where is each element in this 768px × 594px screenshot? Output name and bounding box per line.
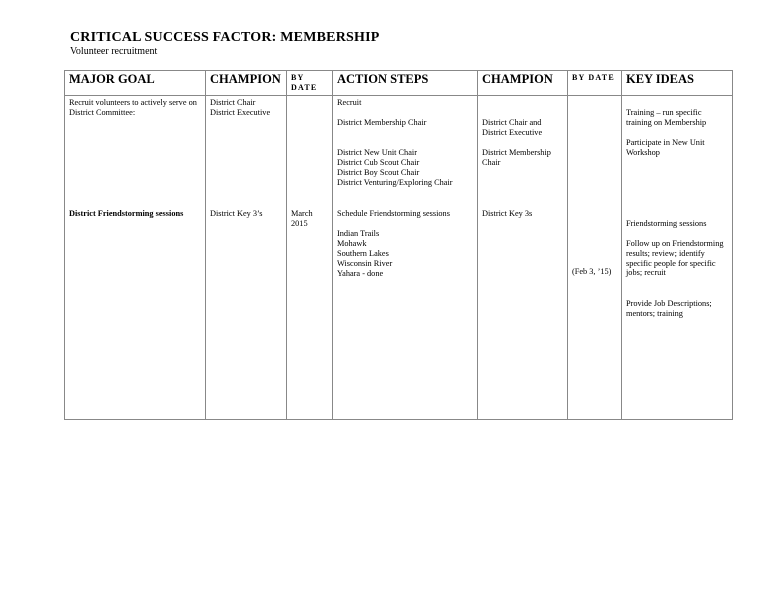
champion-district-executive: District Executive [210,108,271,117]
col-header-action-steps: ACTION STEPS [333,71,478,96]
header-row [65,71,733,96]
action-boy-scout-chair: District Boy Scout Chair [337,168,420,177]
col-header-by-date: BY DATE [287,71,333,96]
goal-friendstorming: District Friendstorming sessions [69,209,184,218]
action-membership-chair: District Membership Chair [337,118,427,127]
major-goal-cell [65,96,206,420]
idea-friendstorming: Friendstorming sessions [626,219,707,228]
action-wisconsin-river: Wisconsin River [337,259,393,268]
action-new-unit-chair: District New Unit Chair [337,148,417,157]
champion2-key3s: District Key 3s [482,209,533,218]
by-date-cell [287,96,333,420]
goal-recruit: Recruit volunteers to actively serve on District Committee: [69,98,197,117]
action-indian-trails: Indian Trails [337,229,380,238]
by-date-2-cell [568,96,622,420]
idea-new-unit-workshop: Participate in New Unit Workshop [626,138,705,157]
col-header-champion-2: CHAMPION [478,71,568,96]
champion-2-cell [478,96,568,420]
action-southern-lakes: Southern Lakes [337,249,389,258]
document-subtitle: Volunteer recruitment [70,46,158,57]
document-title: CRITICAL SUCCESS FACTOR: MEMBERSHIP [70,30,380,45]
action-schedule: Schedule Friendstorming sessions [337,209,450,218]
champion-cell [206,96,287,420]
action-yahara: Yahara - done [337,269,384,278]
champion2-chair-exec: District Chair and District Executive [482,118,543,137]
idea-job-descriptions: Provide Job Descriptions; mentors; training [626,299,712,318]
action-cub-scout-chair: District Cub Scout Chair [337,158,420,167]
by-date-march: March 2015 [291,209,313,228]
col-header-major-goal: MAJOR GOAL [65,71,206,96]
by-date2-feb: (Feb 3, ’15) [572,267,612,276]
action-mohawk: Mohawk [337,239,367,248]
champion2-membership-chair: District Membership Chair [482,148,551,167]
col-header-champion: CHAMPION [206,71,287,96]
action-venturing-chair: District Venturing/Exploring Chair [337,178,453,187]
idea-training: Training – run specific training on Membership [626,108,707,127]
action-plan-table [64,70,733,420]
table-row [65,96,733,420]
action-recruit: Recruit [337,98,362,107]
col-header-key-ideas: KEY IDEAS [622,71,733,96]
action-steps-cell [333,96,478,420]
champion-district-chair: District Chair [210,98,256,107]
champion-key-3: District Key 3’s [210,209,263,218]
idea-follow-up: Follow up on Friendstorming results; review; identify specific people for specific jobs; recruit [626,239,724,278]
key-ideas-cell [622,96,733,420]
col-header-by-date-2: BY DATE [568,71,622,96]
